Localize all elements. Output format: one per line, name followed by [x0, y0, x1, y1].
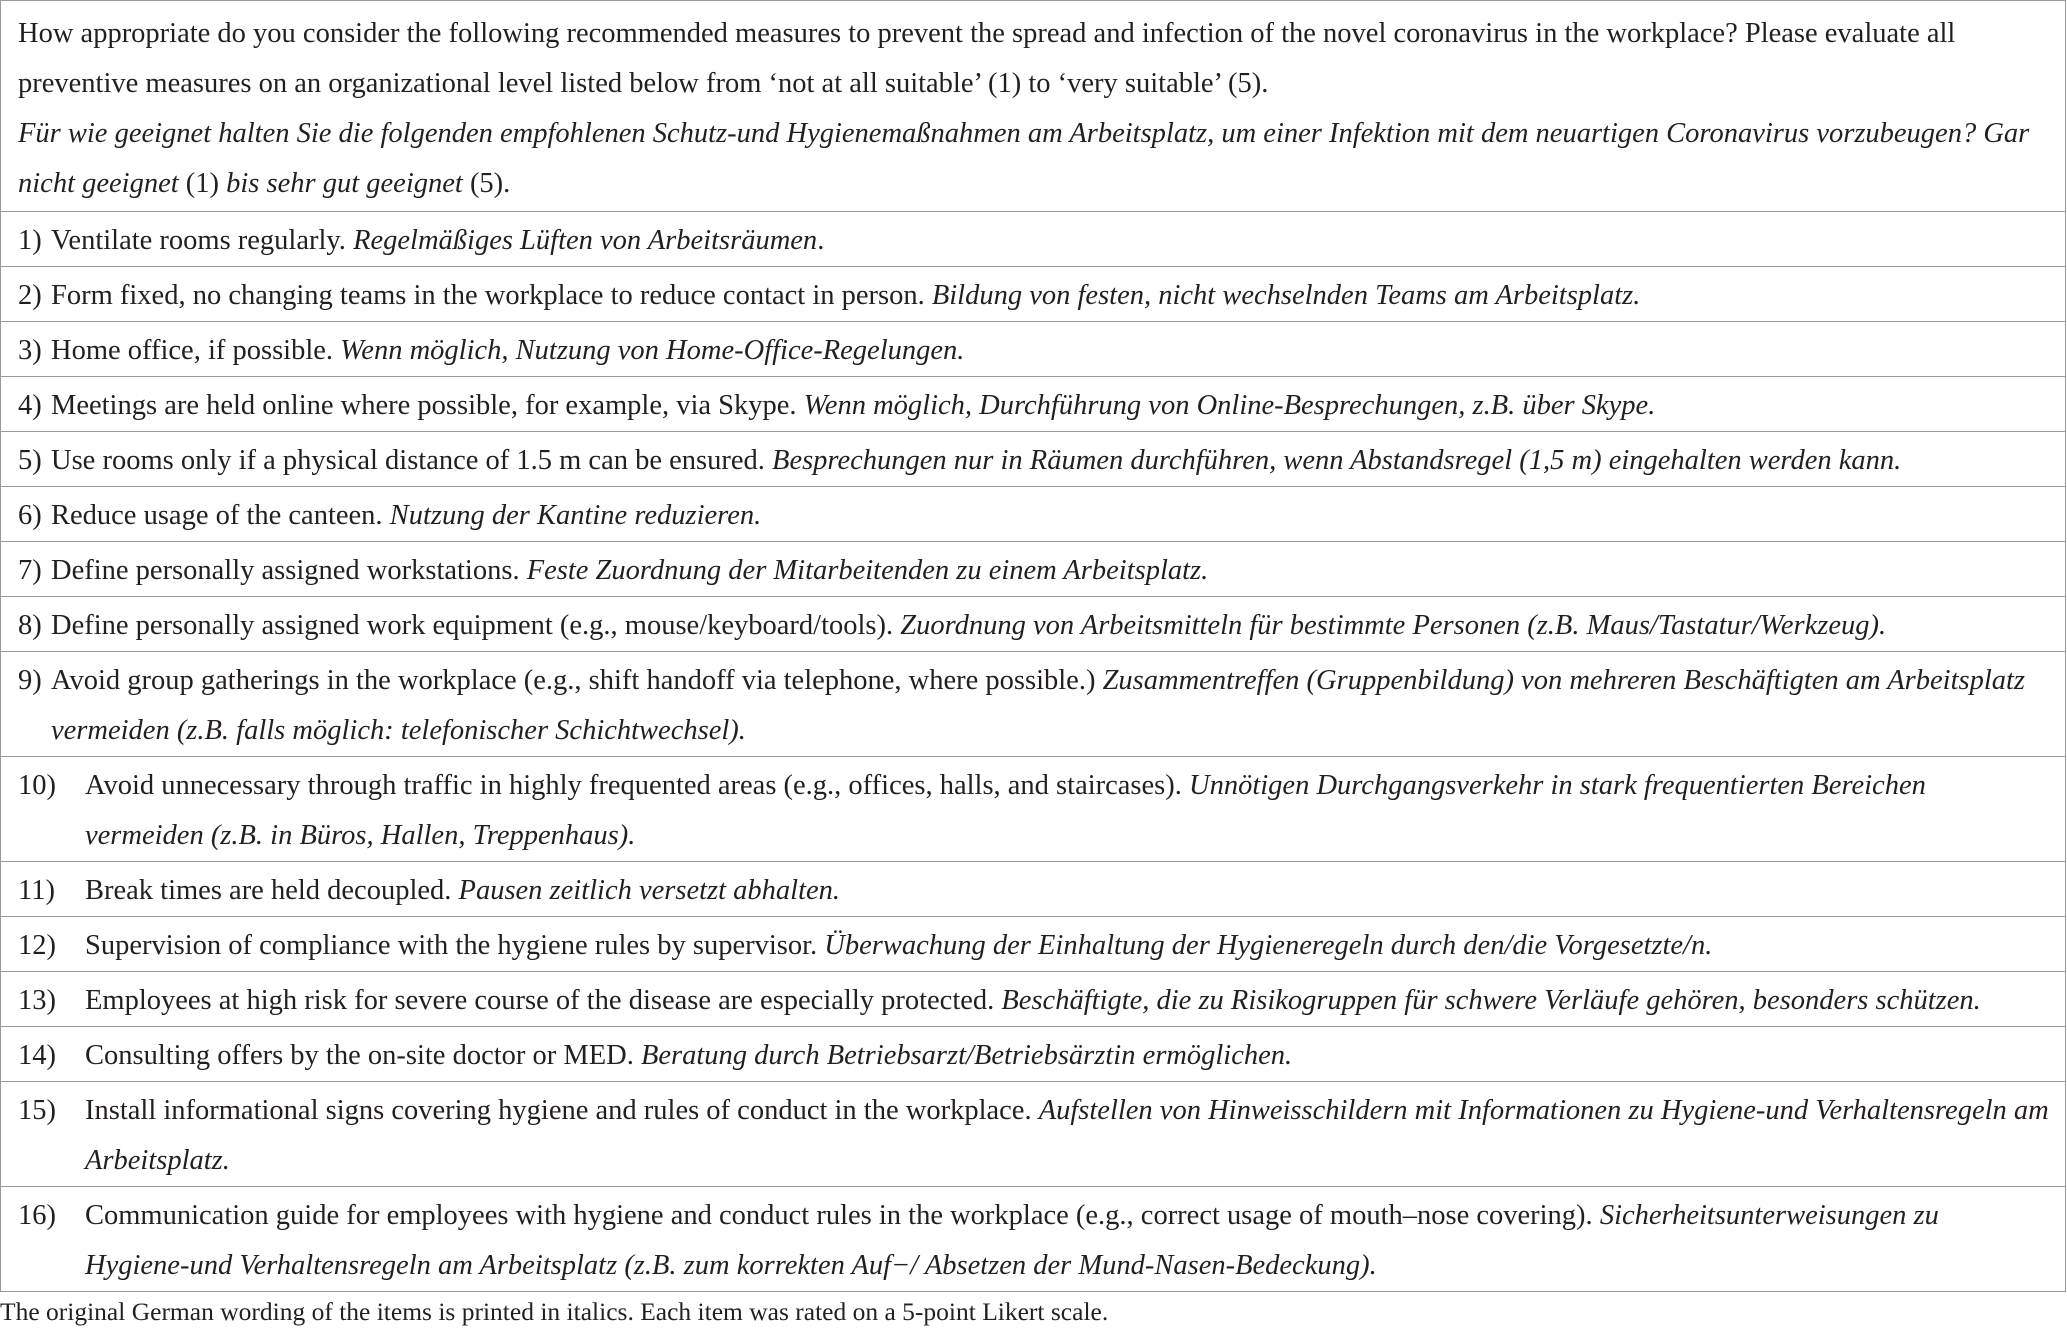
question-german-part-c: bis sehr gut geeignet — [226, 168, 463, 199]
item-number: 14) — [18, 1040, 56, 1071]
question-german-scale-high: (5). — [462, 168, 511, 199]
item-text — [85, 761, 2050, 861]
item-cell — [1, 652, 2066, 757]
item-number: 13) — [18, 985, 56, 1016]
question-cell — [1, 1, 2066, 212]
item-number: 3) — [18, 335, 42, 366]
item-german: Beratung durch Betriebsarzt/Betriebsärztin ermöglichen. — [640, 1040, 1293, 1071]
item-row — [1, 757, 2066, 862]
item-text — [85, 866, 2050, 916]
item-cell — [1, 542, 2066, 597]
item-english: Meetings are held online where possible, for example, via Skype. — [51, 390, 804, 421]
item-number: 9) — [18, 665, 42, 696]
item-english: Home office, if possible. — [51, 335, 341, 366]
item-german: Feste Zuordnung der Mitarbeitenden zu einem Arbeitsplatz. — [526, 555, 1209, 586]
item-row — [1, 542, 2066, 597]
item-german: Wenn möglich, Nutzung von Home-Office-Regelungen. — [340, 335, 965, 366]
item-row — [1, 322, 2066, 377]
item-cell — [1, 377, 2066, 432]
item-german: Nutzung der Kantine reduzieren. — [389, 500, 762, 531]
item-english: Break times are held decoupled. — [85, 875, 459, 906]
item-text — [51, 601, 2050, 651]
item-number: 10) — [18, 770, 56, 801]
item-german: Aufstellen von Hinweisschildern mit Informationen zu Hygiene-und Verhaltensregeln am Arbeitsplatz. — [85, 1095, 2049, 1176]
item-text — [51, 546, 2050, 596]
item-german: Beschäftigte, die zu Risikogruppen für schwere Verläufe gehören, besonders schützen. — [1001, 985, 1981, 1016]
item-cell — [1, 267, 2066, 322]
item-english: Define personally assigned work equipment (e.g., mouse/keyboard/tools). — [51, 610, 901, 641]
item-text — [51, 491, 2050, 541]
item-row — [1, 597, 2066, 652]
item-english: Avoid unnecessary through traffic in highly frequented areas (e.g., offices, halls, and staircases). — [85, 770, 1189, 801]
question-german-part-a: Für wie geeignet halten Sie die folgenden empfohlenen Schutz-und Hygienemaßnahmen am Arbeitsplatz, um einer Infektion mit dem neuartigen Coronavirus vorzubeugen? Gar nicht geeignet — [18, 118, 2030, 199]
item-row — [1, 652, 2066, 757]
item-german: Besprechungen nur in Räumen durchführen, wenn Abstandsregel (1,5 m) eingehalten werden kann. — [772, 445, 1902, 476]
item-row — [1, 267, 2066, 322]
item-row — [1, 972, 2066, 1027]
question-german — [18, 109, 2050, 209]
item-text — [85, 1191, 2050, 1291]
item-cell — [1, 757, 2066, 862]
item-row — [1, 917, 2066, 972]
table-footnote: The original German wording of the items is printed in italics. Each item was rated on a 5-point Likert scale. — [0, 1297, 1109, 1326]
item-text — [85, 1086, 2050, 1186]
item-cell — [1, 212, 2066, 267]
item-text — [51, 436, 2050, 486]
question-english: How appropriate do you consider the following recommended measures to prevent the spread and infection of the novel coronavirus in the workplace? Please evaluate all preventive measures on an organizational level listed below from ‘not at all suitable’ (1) to ‘very suitable’ (5). — [18, 18, 1956, 99]
item-cell — [1, 1187, 2066, 1292]
item-english: Supervision of compliance with the hygiene rules by supervisor. — [85, 930, 825, 961]
item-english: Consulting offers by the on-site doctor or MED. — [85, 1040, 641, 1071]
item-row — [1, 432, 2066, 487]
item-cell — [1, 862, 2066, 917]
item-cell — [1, 487, 2066, 542]
question-row — [1, 1, 2066, 212]
question-german-scale-low: (1) — [178, 168, 227, 199]
item-cell — [1, 1027, 2066, 1082]
item-german: Regelmäßiges Lüften von Arbeitsräumen — [353, 225, 818, 256]
item-cell — [1, 917, 2066, 972]
item-number: 11) — [18, 875, 55, 906]
item-english: Form fixed, no changing teams in the workplace to reduce contact in person. — [51, 280, 932, 311]
item-english: Install informational signs covering hygiene and rules of conduct in the workplace. — [85, 1095, 1039, 1126]
item-text — [51, 326, 2050, 376]
item-text — [85, 1031, 2050, 1081]
item-german: Überwachung der Einhaltung der Hygieneregeln durch den/die Vorgesetzte/n. — [824, 930, 1713, 961]
item-german: Zusammentreffen (Gruppenbildung) von mehreren Beschäftigten am Arbeitsplatz vermeiden (z.B. falls möglich: telefonischer Schichtwechsel). — [51, 665, 2026, 746]
item-english: Communication guide for employees with hygiene and conduct rules in the workplace (e.g., correct usage of mouth–nose covering). — [85, 1200, 1600, 1231]
item-cell — [1, 322, 2066, 377]
item-number: 6) — [18, 500, 42, 531]
item-tail: . — [817, 225, 825, 256]
item-english: Ventilate rooms regularly. — [51, 225, 354, 256]
item-english: Define personally assigned workstations. — [51, 555, 527, 586]
item-row — [1, 1082, 2066, 1187]
item-german: Sicherheitsunterweisungen zu Hygiene-und Verhaltensregeln am Arbeitsplatz (z.B. zum korrekten Auf−/ Absetzen der Mund-Nasen-Bedeckung). — [85, 1200, 1939, 1281]
item-cell — [1, 597, 2066, 652]
item-text — [85, 976, 2050, 1026]
item-row — [1, 1027, 2066, 1082]
item-number: 2) — [18, 280, 42, 311]
item-row — [1, 487, 2066, 542]
item-german: Bildung von festen, nicht wechselnden Teams am Arbeitsplatz. — [931, 280, 1641, 311]
item-number: 8) — [18, 610, 42, 641]
item-german: Unnötigen Durchgangsverkehr in stark frequentierten Bereichen vermeiden (z.B. in Büros, Hallen, Treppenhaus). — [85, 770, 1926, 851]
item-cell — [1, 972, 2066, 1027]
item-german: Wenn möglich, Durchführung von Online-Besprechungen, z.B. über Skype. — [803, 390, 1656, 421]
item-row — [1, 212, 2066, 267]
item-english: Avoid group gatherings in the workplace (e.g., shift handoff via telephone, where possible.) — [51, 665, 1103, 696]
item-number: 1) — [18, 225, 42, 256]
item-text — [51, 381, 2050, 431]
item-number: 5) — [18, 445, 42, 476]
item-number: 7) — [18, 555, 42, 586]
item-german: Zuordnung von Arbeitsmitteln für bestimmte Personen (z.B. Maus/Tastatur/Werkzeug). — [900, 610, 1887, 641]
item-text — [51, 216, 2050, 266]
item-text — [51, 656, 2050, 756]
item-cell — [1, 432, 2066, 487]
item-english: Use rooms only if a physical distance of 1.5 m can be ensured. — [51, 445, 773, 476]
item-number: 15) — [18, 1095, 56, 1126]
item-german: Pausen zeitlich versetzt abhalten. — [458, 875, 841, 906]
item-cell — [1, 1082, 2066, 1187]
item-number: 12) — [18, 930, 56, 961]
item-text — [85, 921, 2050, 971]
item-number: 4) — [18, 390, 42, 421]
item-number: 16) — [18, 1200, 56, 1231]
item-english: Employees at high risk for severe course of the disease are especially protected. — [85, 985, 1002, 1016]
item-row — [1, 377, 2066, 432]
item-row — [1, 1187, 2066, 1292]
item-text — [51, 271, 2050, 321]
item-english: Reduce usage of the canteen. — [51, 500, 390, 531]
item-row — [1, 862, 2066, 917]
